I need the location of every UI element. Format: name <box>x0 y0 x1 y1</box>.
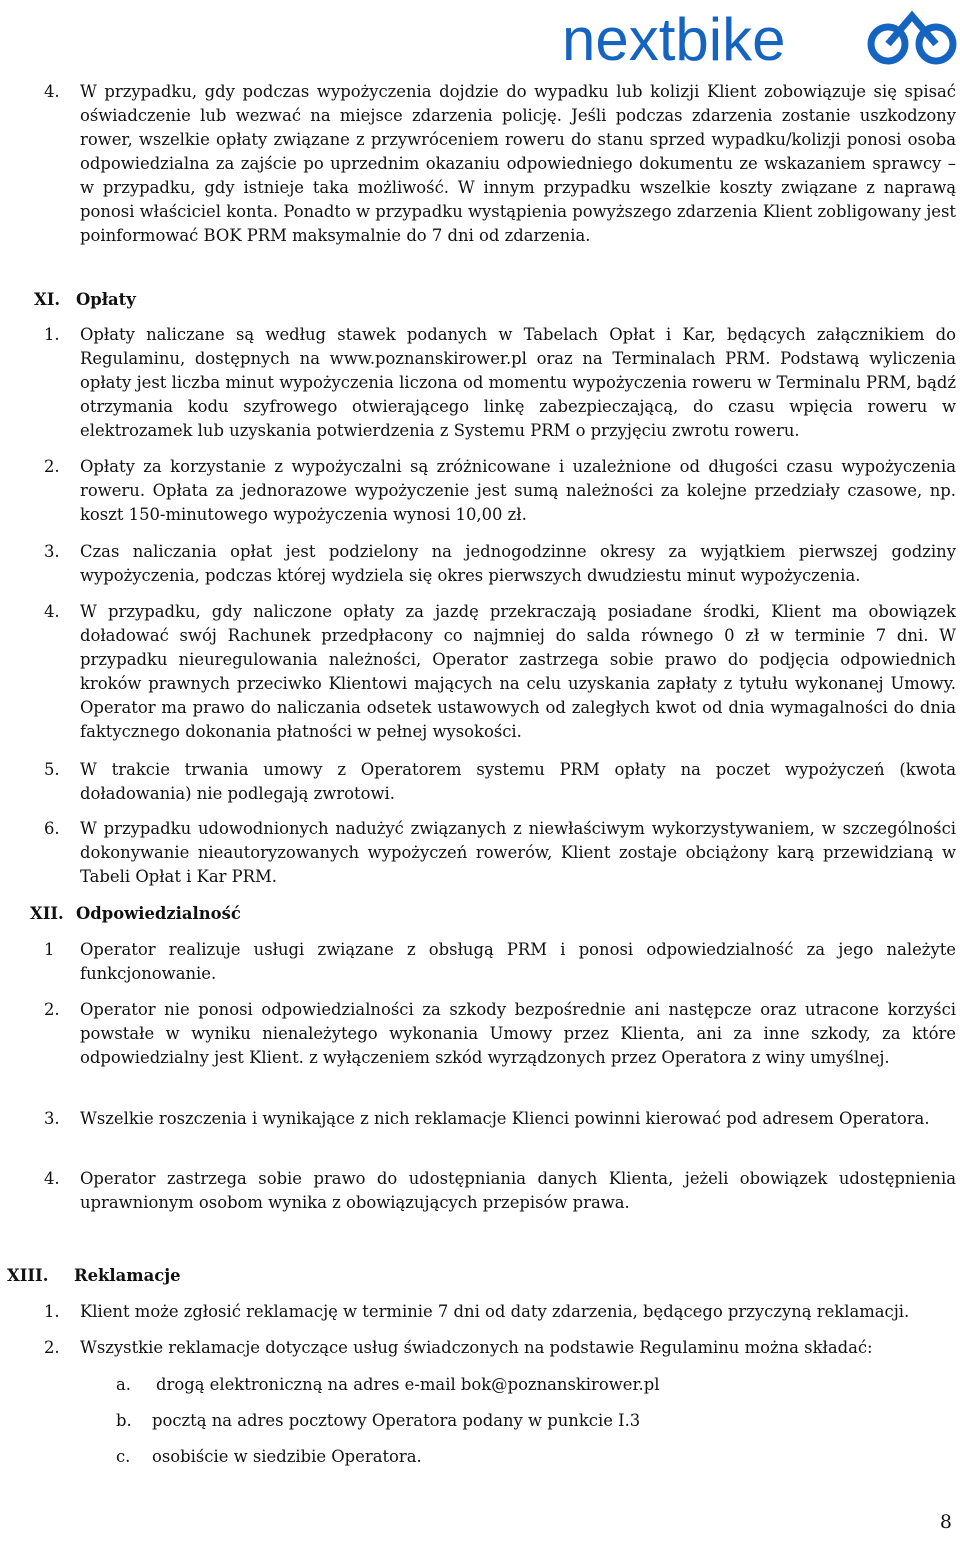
item-number: 1. <box>44 325 60 344</box>
item-text: W przypadku, gdy podczas wypożyczenia dojdzie do wypadku lub kolizji Klient zobowiązuje się spisać oświadczenie lub wezwać na miejsce zdarzenia policję. Jeśli podczas zdarzenia zostanie uszkodzony rower, wszelkie opłaty związane z przywróceniem roweru do stanu sprzed wypadku/kolizji ponosi osoba odpowiedzialna za zajście po uprzednim okazaniu odpowiedniego dokumentu ze wskazaniem sprawcy – w przypadku, gdy istnieje taka możliwość. W innym przypadku wszelkie koszty związane z naprawą ponosi właściciel konta. Ponadto w przypadku wystąpienia powyższego zdarzenia Klient zobligowany jest poinformować BOK PRM maksymalnie do 7 dni od zdarzenia. <box>80 82 956 245</box>
list-item <box>0 1107 960 1131</box>
section-xi-item-3 <box>0 540 960 588</box>
sub-item <box>116 1373 916 1397</box>
sub-item-text: drogą elektroniczną na adres e-mail bok@poznanskirower.pl <box>156 1375 660 1394</box>
item-number: 4. <box>44 1169 60 1188</box>
item-text: Wszystkie reklamacje dotyczące usług świadczonych na podstawie Regulaminu można składać: <box>80 1338 873 1357</box>
sub-item-letter: b. <box>116 1411 132 1430</box>
section-roman-numeral: XI. <box>34 290 61 309</box>
item-text: Operator zastrzega sobie prawo do udostępniania danych Klienta, jeżeli obowiązek udostępnienia uprawnionym osobom wynika z obowiązujących przepisów prawa. <box>80 1169 956 1212</box>
item-text: Wszelkie roszczenia i wynikające z nich reklamacje Klienci powinni kierować pod adresem Operatora. <box>80 1109 930 1128</box>
list-item <box>0 323 960 443</box>
sub-item-text: osobiście w siedzibie Operatora. <box>152 1447 422 1466</box>
list-item <box>0 938 960 986</box>
section-title: Odpowiedzialność <box>76 904 241 923</box>
section-roman-numeral: XIII. <box>7 1266 49 1285</box>
item-number: 3. <box>44 542 60 561</box>
section-xii-item-1 <box>0 938 960 986</box>
item-text: Klient może zgłosić reklamację w terminie 7 dni od daty zdarzenia, będącego przyczyną reklamacji. <box>80 1302 910 1321</box>
item-text: Czas naliczania opłat jest podzielony na jednogodzinne okresy za wyjątkiem pierwszej godziny wypożyczenia, podczas której wydziela się okres pierwszych dwudziestu minut wypożyczenia. <box>80 542 956 585</box>
section-heading-xi <box>0 288 960 312</box>
section-xi-item-6 <box>0 817 960 889</box>
item-text: Operator nie ponosi odpowiedzialności za szkody bezpośrednie ani następcze oraz utracone korzyści powstałe w wyniku nienależytego wykonania Umowy przez Klienta, ani za inne szkody, za które odpowiedzialny jest Klient. z wyłączeniem szkód wyrządzonych przez Operatora z winy umyślnej. <box>80 1000 956 1067</box>
section-xi-item-1 <box>0 323 960 443</box>
list-item <box>0 1336 960 1360</box>
item-number: 1. <box>44 1302 60 1321</box>
item-number: 2. <box>44 1338 60 1357</box>
list-item <box>0 817 960 889</box>
section-xi-item-5 <box>0 758 960 806</box>
item-number: 2. <box>44 457 60 476</box>
list-item <box>0 600 960 744</box>
section-xiii-item-2 <box>0 1336 960 1360</box>
section-xii-item-4 <box>0 1167 960 1215</box>
item-number: 6. <box>44 819 60 838</box>
nextbike-logo <box>560 0 960 74</box>
sub-item-letter: c. <box>116 1447 131 1466</box>
item-text: Opłaty naliczane są według stawek podanych w Tabelach Opłat i Kar, będących załącznikiem do Regulaminu, dostępnych na www.poznanskirower.pl oraz na Terminalach PRM. Podstawą wyliczenia opłaty jest liczba minut wypożyczenia liczona od momentu wypożyczenia roweru w Terminalu PRM, bądź otrzymania kodu szyfrowego otwierającego linkę zabezpieczającą, do czasu wpięcia roweru w elektrozamek lub uzyskania potwierdzenia z Systemu PRM o przyjęciu zwrotu roweru. <box>80 325 956 440</box>
item-text: Opłaty za korzystanie z wypożyczalni są zróżnicowane i uzależnione od długości czasu wypożyczenia roweru. Opłata za jednorazowe wypożyczenie jest sumą należności za kolejne przedziały czasowe, np. koszt 150-minutowego wypożyczenia wynosi 10,00 zł. <box>80 457 956 524</box>
item-number: 1 <box>44 940 55 959</box>
item-text: Operator realizuje usługi związane z obsługą PRM i ponosi odpowiedzialność za jego należyte funkcjonowanie. <box>80 940 956 983</box>
sub-item <box>116 1409 916 1433</box>
item-number: 3. <box>44 1109 60 1128</box>
item-number: 4. <box>44 82 60 101</box>
item-text: W przypadku udowodnionych nadużyć związanych z niewłaściwym wykorzystywaniem, w szczególności dokonywanie nieautoryzowanych wypożyczeń rowerów, Klient zostaje obciążony karą przewidzianą w Tabeli Opłat i Kar PRM. <box>80 819 956 886</box>
sub-item-letter: a. <box>116 1375 131 1394</box>
item-text: W trakcie trwania umowy z Operatorem systemu PRM opłaty na poczet wypożyczeń (kwota doładowania) nie podlegają zwrotowi. <box>80 760 956 803</box>
section-heading-xiii <box>0 1264 960 1288</box>
bike-icon <box>871 16 953 61</box>
item-number: 5. <box>44 760 60 779</box>
item-text: W przypadku, gdy naliczone opłaty za jazdę przekraczają posiadane środki, Klient ma obowiązek doładować swój Rachunek przedpłacony co najmniej do salda równego 0 zł w terminie 7 dni. W przypadku nieuregulowania należności, Operator zastrzega sobie prawo do podjęcia odpowiednich kroków prawnych przeciwko Klientowi mających na celu uzyskania zapłaty z tytułu wykonanej Umowy. Operator ma prawo do naliczania odsetek ustawowych od zaległych kwot od dnia wymagalności do dnia faktycznego dokonania płatności w pełnej wysokości. <box>80 602 956 741</box>
section-title: Reklamacje <box>74 1266 181 1285</box>
list-item <box>0 1167 960 1215</box>
item-number: 4. <box>44 602 60 621</box>
list-item <box>0 455 960 527</box>
list-item <box>0 540 960 588</box>
item-number: 2. <box>44 1000 60 1019</box>
section-xiii-item-1 <box>0 1300 960 1324</box>
list-item <box>0 758 960 806</box>
page-number: 8 <box>939 1511 952 1533</box>
list-item <box>0 998 960 1070</box>
section-xii-item-2 <box>0 998 960 1070</box>
sub-item-text: pocztą na adres pocztowy Operatora podany w punkcie I.3 <box>152 1411 641 1430</box>
section-title: Opłaty <box>76 290 136 309</box>
list-item <box>0 1300 960 1324</box>
section-xii-item-3 <box>0 1107 960 1131</box>
section-xi-item-4 <box>0 600 960 744</box>
list-item <box>0 80 960 248</box>
section-roman-numeral: XII. <box>30 904 64 923</box>
logo-text: nextbike <box>562 6 786 73</box>
section-heading-xii <box>0 902 960 926</box>
previous-section-continuation <box>0 80 960 248</box>
section-xi-item-2 <box>0 455 960 527</box>
sub-item <box>116 1445 916 1469</box>
